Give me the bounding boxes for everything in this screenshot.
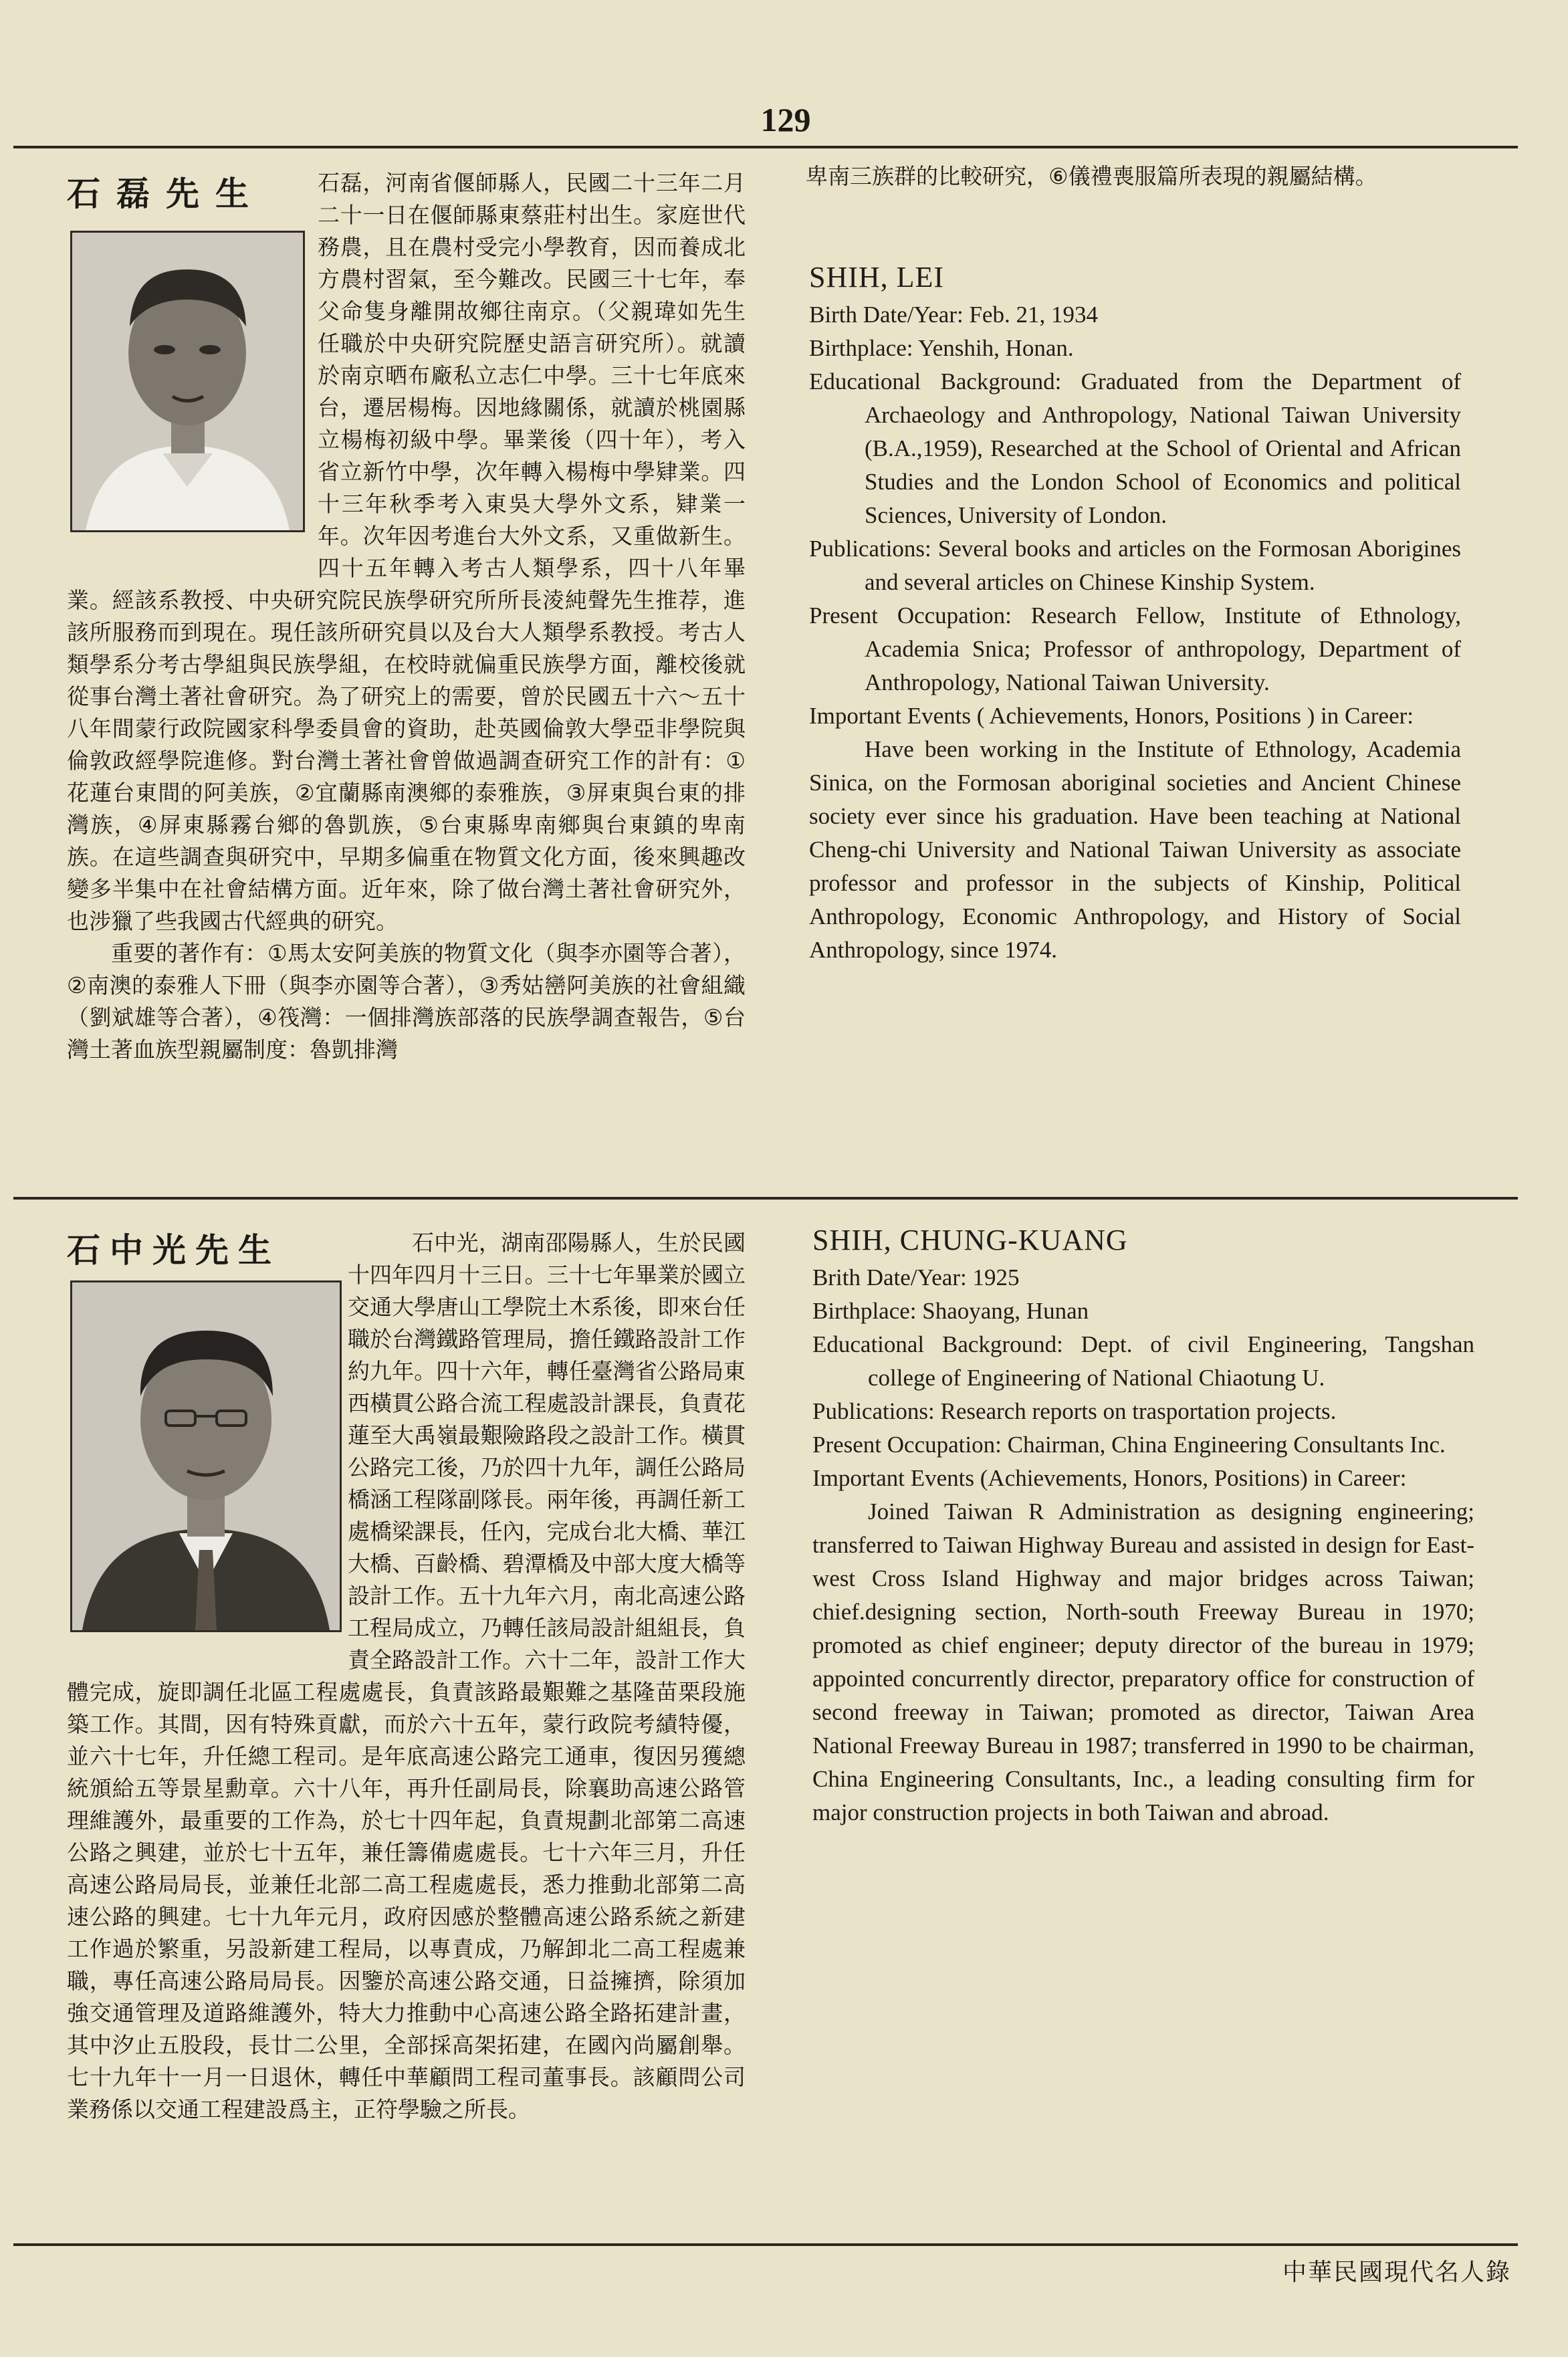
entry2-english-name: SHIH, CHUNG-KUANG (812, 1224, 1128, 1256)
entry1-chinese-biography (67, 167, 746, 1190)
entry2-events-label: Important Events (Achievements, Honors, Positions) in Career: (812, 1465, 1407, 1491)
top-divider (13, 146, 1518, 148)
entry2-english-profile (812, 1224, 1474, 1829)
entry2-education: Educational Background: Dept. of civil Engineering, Tangshan college of Engineering of National Chiaotung U. (812, 1331, 1475, 1391)
entry1-education: Educational Background: Graduated from the Department of Archaeology and Anthropology, National Taiwan University (B.A.,1959), Researched at the School of Oriental and African Studies and the London School of Economics and political Sciences, University of London. (809, 368, 1462, 528)
entry2-events-text: Joined Taiwan R Administration as designing engineering; transferred to Taiwan Highway Bureau and assisted in design for East-west Cross Island Highway and major bridges across Taiwan; chief.designing section, North-south Freeway Bureau in 1970; promoted as chief engineer; deputy director of the bureau in 1979; appointed concurrently director, preparatory office for construction of second freeway in Taiwan; promoted as director, Taiwan Area National Freeway Bureau in 1987; transferred in 1990 to be chairman, China Engineering Consultants, Inc., a leading consulting firm for major construction projects in both Taiwan and abroad. (812, 1498, 1474, 1825)
entry1-occupation: Present Occupation: Research Fellow, Institute of Ethnology, Academia Snica; Professor of anthropology, Department of Anthropology, National Taiwan University. (809, 602, 1461, 695)
entry2-chinese-bio: 石中光，湖南邵陽縣人，生於民國十四年四月十三日。三十七年畢業於國立交通大學唐山工學院土木系後，即來台任職於台灣鐵路管理局，擔任鐵路設計工作約九年。四十六年，轉任臺灣省公路局東西橫貫公路合流工程處設計課長，負責花蓮至大禹嶺最艱險路段之設計工作。橫貫公路完工後，乃於四十九年，調任公路局橋涵工程隊副隊長。兩年後，再調任新工處橋梁課長，任內，完成台北大橋、華江大橋、百齡橋、碧潭橋及中部大度大橋等設計工作。五十九年六月，南北高速公路工程局成立，乃轉任該局設計組組長，負責全路設計工作。六十二年，設計工作大體完成，旋即調任北區工程處處長，負責該路最艱難之基隆苗栗段施築工作。其間，因有特殊貢獻，而於六十五年，蒙行政院考績特優，並六十七年，升任總工程司。是年底高速公路完工通車，復因另獲總統頒給五等景星勳章。六十八年，再升任副局長，除襄助高速公路管理維護外，最重要的工作為，於七十四年起，負責規劃北部第二高速公路之興建，並於七十五年，兼任籌備處處長。七十六年三月，升任高速公路局局長，並兼任北部二高工程處處長，悉力推動北部第二高速公路的興建。七十九年元月，政府因感於整體高速公路系統之新建工作過於繁重，另設新建工程局，以專責成，乃解卸北二高工程處兼職，專任高速公路局局長。因鑒於高速公路交通，日益擁擠，除須加強交通管理及道路維護外，特大力推動中心高速公路全路拓建計畫，其中汐止五股段，長廿二公里，全部採高架拓建，在國內尚屬創舉。七十九年十一月一日退休，轉任中華顧問工程司董事長。該顧問公司業務係以交通工程建設爲主，正符學驗之所長。 (67, 1230, 746, 2122)
entry2-chinese-biography (67, 1227, 746, 2240)
entry1-birth-date: Birth Date/Year: Feb. 21, 1934 (809, 302, 1098, 328)
entry1-events-text: Have been working in the Institute of Ethnology, Academia Sinica, on the Formosan aboriginal societies and Ancient Chinese society ever since his graduation. Have been teaching at National Cheng-chi University and National Taiwan University as associate professor and professor in the subjects of Kinship, Political Anthropology, Economic Anthropology, and History of Social Anthropology, since 1974. (809, 736, 1461, 963)
entry1-name-heading: 石磊先生 (67, 175, 265, 213)
entry1-events-label: Important Events ( Achievements, Honors, Positions ) in Career: (809, 703, 1414, 729)
page-number: 129 (760, 101, 811, 138)
entry2-birthplace: Birthplace: Shaoyang, Hunan (812, 1298, 1089, 1324)
footer-book-title: 中華民國現代名人錄 (1282, 2259, 1511, 2286)
entry2-occupation: Present Occupation: Chairman, China Engineering Consultants Inc. (812, 1432, 1446, 1458)
entry1-chinese-bio-p2: 重要的著作有：①馬太安阿美族的物質文化（與李亦園等合著），②南澳的泰雅人下冊（與李亦園等合著），③秀姑巒阿美族的社會組織（劉斌雄等合著），④筏灣：一個排灣族部落的民族學調查報告，⑤台灣土著血族型親屬制度：魯凱排灣 (67, 940, 746, 1062)
entry2-birth-date: Brith Date/Year: 1925 (812, 1264, 1020, 1290)
entry1-english-name: SHIH, LEI (809, 261, 945, 294)
entry2-name-heading: 石中光先生 (67, 1231, 281, 1270)
bottom-divider (13, 2243, 1518, 2246)
entry1-publications: Publications: Several books and articles on the Formosan Aborigines and several articles on Chinese Kinship System. (809, 536, 1461, 595)
middle-divider (13, 1197, 1518, 1200)
entry2-publications: Publications: Research reports on trasportation projects. (812, 1398, 1337, 1424)
entry1-chinese-bio-p1: 石磊，河南省偃師縣人，民國二十三年二月二十一日在偃師縣東蔡莊村出生。家庭世代務農，且在農村受完小學教育，因而養成北方農村習氣，至今難改。民國三十七年，奉父命隻身離開故鄉往南京。（父親瑋如先生任職於中央研究院歷史語言研究所）。就讀於南京晒布廠私立志仁中學。三十七年底來台，遷居楊梅。因地緣關係，就讀於桃園縣立楊梅初級中學。畢業後（四十年），考入省立新竹中學，次年轉入楊梅中學肄業。四十三年秋季考入東吳大學外文系，肄業一年。次年因考進台大外文系，又重做新生。四十五年轉入考古人類學系，四十八年畢業。經該系教授、中央研究院民族學研究所所長淩純聲先生推荐，進該所服務而到現在。現任該所研究員以及台大人類學系教授。考古人類學系分考古學組與民族學組，在校時就偏重民族學方面，離校後就從事台灣土著社會研究。為了研究上的需要，曾於民國五十六～五十八年間蒙行政院國家科學委員會的資助，赴英國倫敦大學亞非學院與倫敦政經學院進修。對台灣土著社會曾做過調查研究工作的計有：①花蓮台東間的阿美族，②宜蘭縣南澳鄉的泰雅族，③屏東與台東的排灣族，④屏東縣霧台鄉的魯凱族，⑤台東縣卑南鄉與台東鎮的卑南族。在這些調查與研究中，早期多偏重在物質文化方面，後來興趣改變多半集中在社會結構方面。近年來，除了做台灣土著社會研究外，也涉獵了些我國古代經典的研究。 (67, 170, 746, 934)
entry1-birthplace: Birthplace: Yenshih, Honan. (809, 335, 1074, 361)
entry1-english-profile (809, 261, 1461, 967)
entry1-chinese-bio-continued: 卑南三族群的比較研究，⑥儀禮喪服篇所表現的親屬結構。 (806, 163, 1377, 189)
